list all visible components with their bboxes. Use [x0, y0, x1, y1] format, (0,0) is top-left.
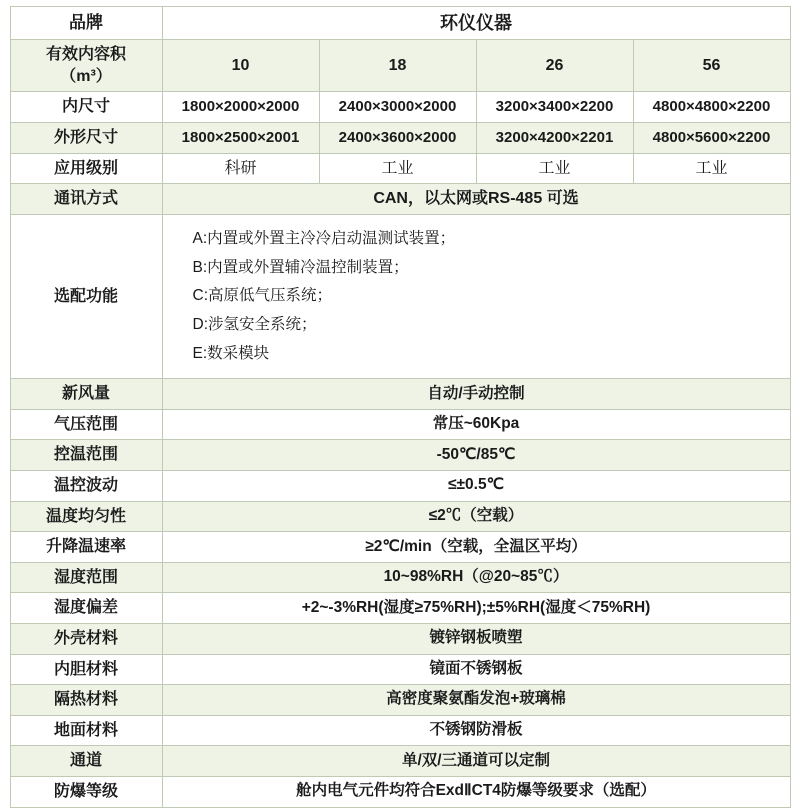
table-row: [10, 776, 790, 807]
outer-size-value: 1800×2500×2001: [162, 123, 319, 154]
row-value: ≤2℃（空载）: [162, 501, 790, 532]
table-row: [10, 593, 790, 624]
table-row-communication: [10, 184, 790, 215]
row-value: 高密度聚氨酯发泡+玻璃棉: [162, 685, 790, 716]
inner-size-value: 3200×3400×2200: [476, 92, 633, 123]
communication-value: CAN，以太网或RS-485 可选: [162, 184, 790, 215]
row-value: 常压~60Kpa: [162, 409, 790, 440]
table-row: [10, 501, 790, 532]
volume-value: 10: [162, 40, 319, 92]
optional-item: B:内置或外置辅冷温控制装置；: [192, 258, 409, 276]
table-row-brand: [10, 7, 790, 40]
app-level-value: 科研: [162, 153, 319, 184]
table-row: [10, 685, 790, 716]
app-level-value: 工业: [633, 153, 790, 184]
table-row-volume: [10, 40, 790, 92]
table-row: [10, 623, 790, 654]
volume-label: [10, 40, 162, 92]
table-row: [10, 471, 790, 502]
table-row: [10, 532, 790, 563]
row-value: 不锈钢防滑板: [162, 715, 790, 746]
table-row: [10, 746, 790, 777]
volume-value: 56: [633, 40, 790, 92]
volume-value: 18: [319, 40, 476, 92]
row-label: 外壳材料: [10, 623, 162, 654]
outer-size-label: 外形尺寸: [10, 123, 162, 154]
row-label: 温度均匀性: [10, 501, 162, 532]
optional-item: C:高原低气压系统；: [192, 287, 333, 305]
row-label: 新风量: [10, 379, 162, 410]
optional-item: E:数采模块: [192, 344, 270, 362]
app-level-label: 应用级别: [10, 153, 162, 184]
brand-value: 环仪仪器: [162, 7, 790, 40]
row-label: 地面材料: [10, 715, 162, 746]
optional-list: [162, 214, 790, 378]
row-value: 自动/手动控制: [162, 379, 790, 410]
table-row: [10, 379, 790, 410]
table-row-optional: [10, 214, 790, 378]
table-row: [10, 440, 790, 471]
row-value: +2~-3%RH(湿度≥75%RH);±5%RH(湿度＜75%RH): [162, 593, 790, 624]
outer-size-value: 3200×4200×2201: [476, 123, 633, 154]
table-row: [10, 562, 790, 593]
row-label: 气压范围: [10, 409, 162, 440]
row-label: 内胆材料: [10, 654, 162, 685]
row-value: ≥2℃/min（空载，全温区平均）: [162, 532, 790, 563]
row-label: 隔热材料: [10, 685, 162, 716]
optional-label: 选配功能: [10, 214, 162, 378]
table-row-inner-size: [10, 92, 790, 123]
communication-label: 通讯方式: [10, 184, 162, 215]
inner-size-value: 4800×4800×2200: [633, 92, 790, 123]
outer-size-value: 4800×5600×2200: [633, 123, 790, 154]
row-label: 湿度范围: [10, 562, 162, 593]
outer-size-value: 2400×3600×2000: [319, 123, 476, 154]
optional-item: A:内置或外置主冷冷启动温测试装置；: [192, 229, 456, 247]
inner-size-value: 1800×2000×2000: [162, 92, 319, 123]
inner-size-label: 内尺寸: [10, 92, 162, 123]
table-row: [10, 654, 790, 685]
volume-label-line2: （m³）: [60, 67, 112, 85]
table-row: [10, 715, 790, 746]
app-level-value: 工业: [476, 153, 633, 184]
row-value: 10~98%RH（@20~85℃）: [162, 562, 790, 593]
row-value: 镀锌钢板喷塑: [162, 623, 790, 654]
row-value: 舱内电气元件均符合ExdⅡCT4防爆等级要求（选配）: [162, 776, 790, 807]
specifications-table: [10, 6, 791, 808]
row-label: 控温范围: [10, 440, 162, 471]
optional-item: D:涉氢安全系统；: [192, 315, 317, 333]
brand-label: 品牌: [10, 7, 162, 40]
table-row: [10, 409, 790, 440]
row-value: 单/双/三通道可以定制: [162, 746, 790, 777]
row-label: 通道: [10, 746, 162, 777]
row-label: 湿度偏差: [10, 593, 162, 624]
row-value: 镜面不锈钢板: [162, 654, 790, 685]
table-row-outer-size: [10, 123, 790, 154]
table-row-app-level: [10, 153, 790, 184]
row-value: -50℃/85℃: [162, 440, 790, 471]
app-level-value: 工业: [319, 153, 476, 184]
row-label: 温控波动: [10, 471, 162, 502]
row-value: ≤±0.5℃: [162, 471, 790, 502]
row-label: 防爆等级: [10, 776, 162, 807]
volume-label-line1: 有效内容积: [45, 46, 126, 64]
volume-value: 26: [476, 40, 633, 92]
row-label: 升降温速率: [10, 532, 162, 563]
inner-size-value: 2400×3000×2000: [319, 92, 476, 123]
